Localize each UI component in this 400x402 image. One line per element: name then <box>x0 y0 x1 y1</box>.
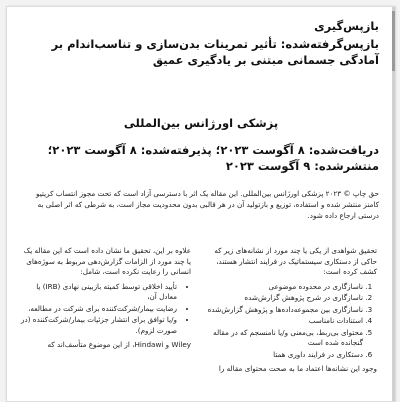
list-item: 3. ناسازگاری بین مجموعه‌داده‌ها و پژوهش گزارش‌شده <box>207 305 363 316</box>
left-column-tail: Wiley و Hindawi، از این موضوع متأسف‌اند که <box>47 340 191 349</box>
list-item: 2. ناسازگاری در شرح پژوهش گزارش‌شده <box>207 293 363 304</box>
scrollbar[interactable] <box>392 7 395 401</box>
right-column-tail: وجود این نشانه‌ها اعتماد ما به صحت محتوای مقاله را <box>218 364 377 373</box>
list-item: 6. دستکاری در فرایند داوری همتا <box>207 350 363 361</box>
retraction-title: بازپس‌گرفته‌شده: تأثیر تمرینات بدن‌سازی و تناسب‌اندام بر آمادگی جسمانی مبتنی بر یادگیری عمیق <box>51 37 379 67</box>
manipulation-indicators-list <box>207 282 377 361</box>
journal-name: پزشکی اورژانس بین‌المللی <box>123 116 279 130</box>
list-item: 4. استنادات نامناسب <box>207 316 363 327</box>
left-column-intro: علاوه بر این، تحقیق ما نشان داده است که این مقاله یک یا چند مورد از الزامات گزارش‌دهی مربوط به سوژه‌های انسانی را رعایت نکرده است، شامل: <box>23 246 191 276</box>
copyright-notice: حق چاپ © ۲۰۲۳ پزشکی اورژانس بین‌المللی. این مقاله یک اثر با دسترسی آزاد است که تحت مجوز انتساب کریتیو کامنز منتشر شده و استفاده، توزیع و بازتولید آن در هر قالبی بدون محدودیت مجاز است، به شرطی که اثر اصلی به درستی ارجاع داده شود. <box>36 189 379 220</box>
list-item: 5. محتوای بی‌ربط، بی‌معنی و/یا نامنسجم که در مقاله گنجانده شده است <box>207 328 363 349</box>
left-column <box>21 246 191 355</box>
publication-history: دریافت‌شده: ۸ آگوست ۲۰۲۳؛ پذیرفته‌شده: ۸ آگوست ۲۰۲۳؛ منتشرشده: ۹ آگوست ۲۰۲۳ <box>47 143 379 173</box>
retraction-label: بازپس‌گیری <box>314 19 379 33</box>
right-column <box>207 246 377 379</box>
scrollbar-thumb[interactable] <box>392 11 395 71</box>
list-item: • و/یا توافق برای انتشار جزئیات بیمار/شرکت‌کننده (در صورت لزوم). <box>21 315 177 336</box>
right-column-intro: تحقیق شواهدی از یکی یا چند مورد از نشانه‌های زیر که حاکی از دستکاری سیستماتیک در فرایند انتشار هستند، کشف کرده است: <box>214 246 377 276</box>
reporting-requirements-list <box>21 282 191 337</box>
list-item: • تأیید اخلاقی توسط کمیته بازبینی نهادی (IRB) یا معادل آن، <box>21 282 177 303</box>
list-item: 1. ناسازگاری در محدوده موضوعی <box>207 282 363 293</box>
document-page <box>6 6 396 402</box>
list-item: • رضایت بیمار/شرکت‌کننده برای شرکت در مطالعه، <box>21 304 177 315</box>
